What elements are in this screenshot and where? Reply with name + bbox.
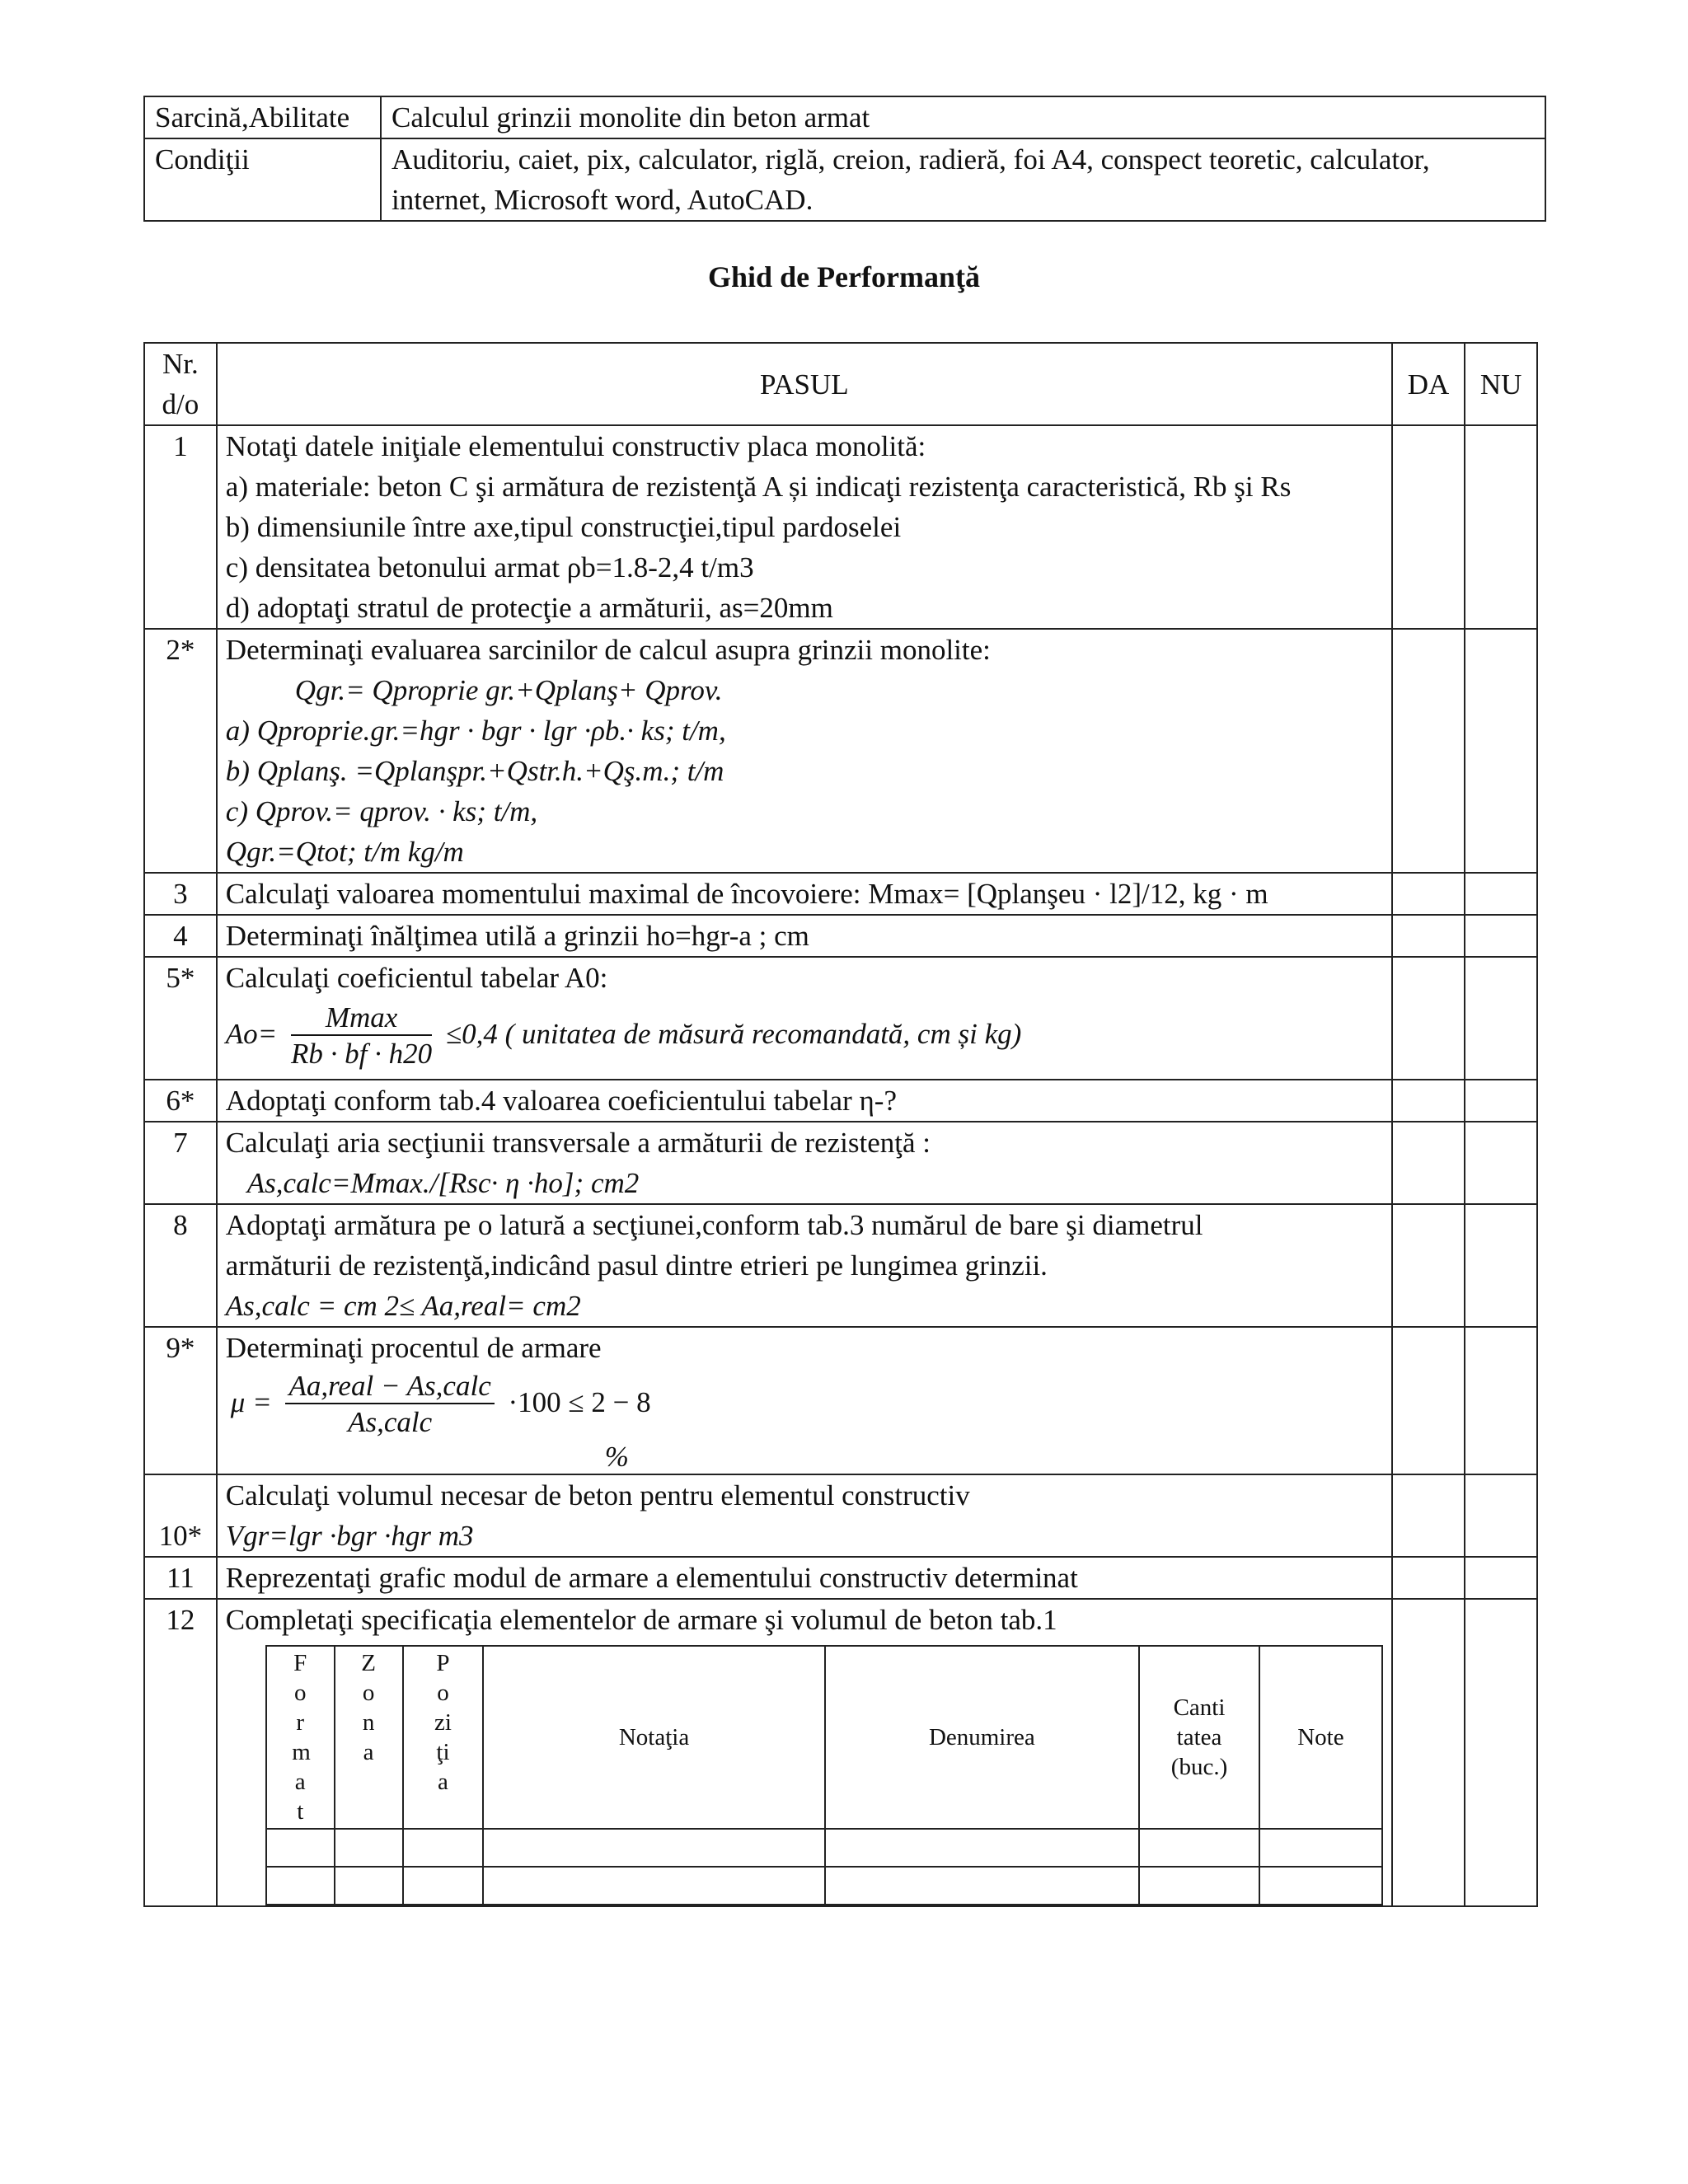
spec-header-denumirea: Denumirea — [825, 1646, 1139, 1829]
nu-cell[interactable] — [1465, 1204, 1537, 1327]
step-line: Calculaţi volumul necesar de beton pentru elementul constructiv — [225, 1479, 970, 1511]
step-cell — [217, 1474, 1392, 1557]
nu-cell[interactable] — [1465, 629, 1537, 873]
nu-cell[interactable] — [1465, 1327, 1537, 1474]
formula-fraction — [285, 1370, 494, 1441]
table-row — [144, 1080, 1537, 1122]
da-cell[interactable] — [1392, 1122, 1465, 1204]
step-line: Notaţi datele iniţiale elementului constructiv placa monolită: — [225, 430, 926, 462]
spec-row — [266, 1867, 1382, 1905]
spec-cell[interactable] — [825, 1867, 1139, 1905]
spec-cell[interactable] — [403, 1829, 484, 1867]
row-number: 9* — [144, 1327, 217, 1474]
da-cell[interactable] — [1392, 425, 1465, 629]
step-line: Determinaţi evaluarea sarcinilor de calcul asupra grinzii monolite: — [225, 634, 991, 666]
table-row — [144, 1557, 1537, 1599]
formula-lhs: μ = — [230, 1386, 272, 1419]
spec-header-format — [266, 1646, 335, 1829]
step-line: a) materiale: beton C şi armătura de rezistenţă A și indicaţi rezistenţa caracteristică, Rb şi Rs — [225, 471, 1292, 503]
formula-rhs: ≤0,4 ( unitatea de măsură recomandată, cm și kg) — [445, 1018, 1022, 1051]
step-line: Calculaţi aria secţiunii transversale a armăturii de rezistenţă : — [225, 1127, 931, 1159]
row-number: 3 — [144, 873, 217, 915]
spec-header-zona — [335, 1646, 403, 1829]
nu-cell[interactable] — [1465, 1599, 1537, 1906]
step-cell: Adoptaţi conform tab.4 valoarea coeficientului tabelar η-? — [217, 1080, 1392, 1122]
da-cell[interactable] — [1392, 1327, 1465, 1474]
formula-rhs: ·100 ≤ 2 − 8 — [508, 1386, 651, 1419]
table-row — [144, 873, 1537, 915]
step-cell — [217, 1122, 1392, 1204]
da-cell[interactable] — [1392, 915, 1465, 957]
step-cell — [217, 1599, 1392, 1906]
row-number: 1 — [144, 425, 217, 629]
task-value: Calculul grinzii monolite din beton armat — [381, 96, 1545, 138]
step-cell — [217, 1327, 1392, 1474]
table-row — [144, 629, 1537, 873]
row-number: 12 — [144, 1599, 217, 1906]
fraction-numerator: Aa,real − As,calc — [285, 1370, 494, 1404]
fraction-denominator: As,calc — [348, 1406, 433, 1438]
row-number: 5* — [144, 957, 217, 1080]
da-cell[interactable] — [1392, 629, 1465, 873]
formula-block — [226, 1368, 1383, 1441]
da-cell[interactable] — [1392, 1474, 1465, 1557]
nu-cell[interactable] — [1465, 1122, 1537, 1204]
nu-cell[interactable] — [1465, 425, 1537, 629]
da-cell[interactable] — [1392, 1599, 1465, 1906]
spec-header-note: Note — [1259, 1646, 1382, 1829]
step-line: d) adoptaţi stratul de protecţie a armăturii, as=20mm — [225, 592, 833, 624]
task-row — [144, 96, 1545, 138]
spec-cell[interactable] — [335, 1829, 403, 1867]
conditions-label: Condiţii — [144, 138, 381, 221]
nu-cell[interactable] — [1465, 1474, 1537, 1557]
da-cell[interactable] — [1392, 957, 1465, 1080]
table-row — [144, 957, 1537, 1080]
table-header-row — [144, 343, 1537, 425]
spec-cell[interactable] — [1139, 1867, 1259, 1905]
task-label: Sarcină,Abilitate — [144, 96, 381, 138]
spec-header-notatia: Notaţia — [483, 1646, 824, 1829]
header-da: DA — [1392, 343, 1465, 425]
row-number: 7 — [144, 1122, 217, 1204]
da-cell[interactable] — [1392, 1204, 1465, 1327]
step-cell — [217, 1204, 1392, 1327]
spec-header-cantitatea: Canti tatea (buc.) — [1139, 1646, 1259, 1829]
step-cell — [217, 957, 1392, 1080]
table-row — [144, 1204, 1537, 1327]
formula-line: As,calc=Mmax./[Rsc· η ·ho]; cm2 — [246, 1167, 640, 1199]
spec-cell[interactable] — [335, 1867, 403, 1905]
step-line: Adoptaţi armătura pe o latură a secţiunei,conform tab.3 numărul de bare şi diametrul — [225, 1209, 1203, 1241]
formula-line: As,calc = cm 2≤ Aa,real= cm2 — [225, 1290, 581, 1322]
formula-fraction — [291, 1001, 432, 1072]
page-title: Ghid de Performanţă — [708, 260, 980, 293]
vertical-label: F o r m a t — [292, 1650, 311, 1825]
performance-guide-table — [143, 342, 1538, 1907]
da-cell[interactable] — [1392, 1080, 1465, 1122]
row-number: 6* — [144, 1080, 217, 1122]
spec-cell[interactable] — [266, 1829, 335, 1867]
spec-cell[interactable] — [1259, 1829, 1382, 1867]
header-info-table — [143, 96, 1546, 222]
fraction-numerator: Mmax — [291, 1001, 432, 1036]
step-cell: Determinaţi înălţimea utilă a grinzii ho=hgr-a ; cm — [217, 915, 1392, 957]
da-cell[interactable] — [1392, 1557, 1465, 1599]
conditions-value: Auditoriu, caiet, pix, calculator, riglă, creion, radieră, foi A4, conspect teoretic, calculator, internet, Microsoft word, AutoCAD. — [381, 138, 1545, 221]
formula-unit: % — [604, 1441, 629, 1473]
formula-block — [226, 998, 1383, 1079]
table-row — [144, 1599, 1537, 1906]
step-line: c) densitatea betonului armat ρb=1.8-2,4 t/m3 — [225, 551, 754, 583]
row-number: 10* — [144, 1474, 217, 1557]
formula-line: Qgr.=Qtot; t/m kg/m — [225, 836, 464, 868]
step-cell: Reprezentaţi grafic modul de armare a elementului constructiv determinat — [217, 1557, 1392, 1599]
nu-cell[interactable] — [1465, 957, 1537, 1080]
specification-table — [265, 1645, 1383, 1905]
formula-line: b) Qplanş. =Qplanşpr.+Qstr.h.+Qş.m.; t/m — [225, 755, 724, 787]
da-cell[interactable] — [1392, 873, 1465, 915]
step-line: armăturii de rezistenţă,indicând pasul dintre etrieri pe lungimea grinzii. — [225, 1249, 1048, 1282]
fraction-denominator: Rb · bf · h20 — [291, 1038, 433, 1070]
step-line: Determinaţi procentul de armare — [225, 1332, 602, 1364]
nu-cell[interactable] — [1465, 1557, 1537, 1599]
step-cell — [217, 425, 1392, 629]
vertical-label: Z o n a — [361, 1650, 376, 1765]
vertical-label: P o zi ţi a — [434, 1650, 452, 1795]
spec-header-row — [266, 1646, 1382, 1829]
spec-cell[interactable] — [483, 1829, 824, 1867]
table-row — [144, 425, 1537, 629]
formula-line: c) Qprov.= qprov. · ks; t/m, — [225, 795, 538, 827]
spec-cell[interactable] — [266, 1867, 335, 1905]
step-line: Calculaţi coeficientul tabelar A0: — [225, 962, 608, 994]
nu-cell[interactable] — [1465, 915, 1537, 957]
spec-cell[interactable] — [1139, 1829, 1259, 1867]
formula-line: Qgr.= Qproprie gr.+Qplanş+ Qprov. — [294, 674, 723, 706]
row-number: 8 — [144, 1204, 217, 1327]
spec-row — [266, 1829, 1382, 1867]
row-number: 2* — [144, 629, 217, 873]
table-row — [144, 1327, 1537, 1474]
formula-line: Vgr=lgr ·bgr ·hgr m3 — [225, 1520, 474, 1552]
spec-header-pozitia — [403, 1646, 484, 1829]
spec-cell[interactable] — [1259, 1867, 1382, 1905]
conditions-row — [144, 138, 1545, 221]
row-number: 11 — [144, 1557, 217, 1599]
header-pasul: PASUL — [217, 343, 1392, 425]
step-cell: Calculaţi valoarea momentului maximal de încovoiere: Mmax= [Qplanşeu · l2]/12, kg · m — [217, 873, 1392, 915]
header-nr: Nr. d/o — [144, 343, 217, 425]
table-row — [144, 1474, 1537, 1557]
spec-cell[interactable] — [825, 1829, 1139, 1867]
formula-lhs: Ao= — [225, 1018, 278, 1051]
spec-cell[interactable] — [483, 1867, 824, 1905]
table-row — [144, 915, 1537, 957]
step-line: Completaţi specificaţia elementelor de armare şi volumul de beton tab.1 — [225, 1604, 1057, 1636]
row-number: 4 — [144, 915, 217, 957]
header-nu: NU — [1465, 343, 1537, 425]
step-cell — [217, 629, 1392, 873]
formula-line: a) Qproprie.gr.=hgr · bgr · lgr ·ρb.· ks; t/m, — [225, 715, 726, 747]
nu-cell[interactable] — [1465, 1080, 1537, 1122]
spec-cell[interactable] — [403, 1867, 484, 1905]
step-line: b) dimensiunile între axe,tipul construcţiei,tipul pardoselei — [225, 511, 902, 543]
nu-cell[interactable] — [1465, 873, 1537, 915]
table-row — [144, 1122, 1537, 1204]
